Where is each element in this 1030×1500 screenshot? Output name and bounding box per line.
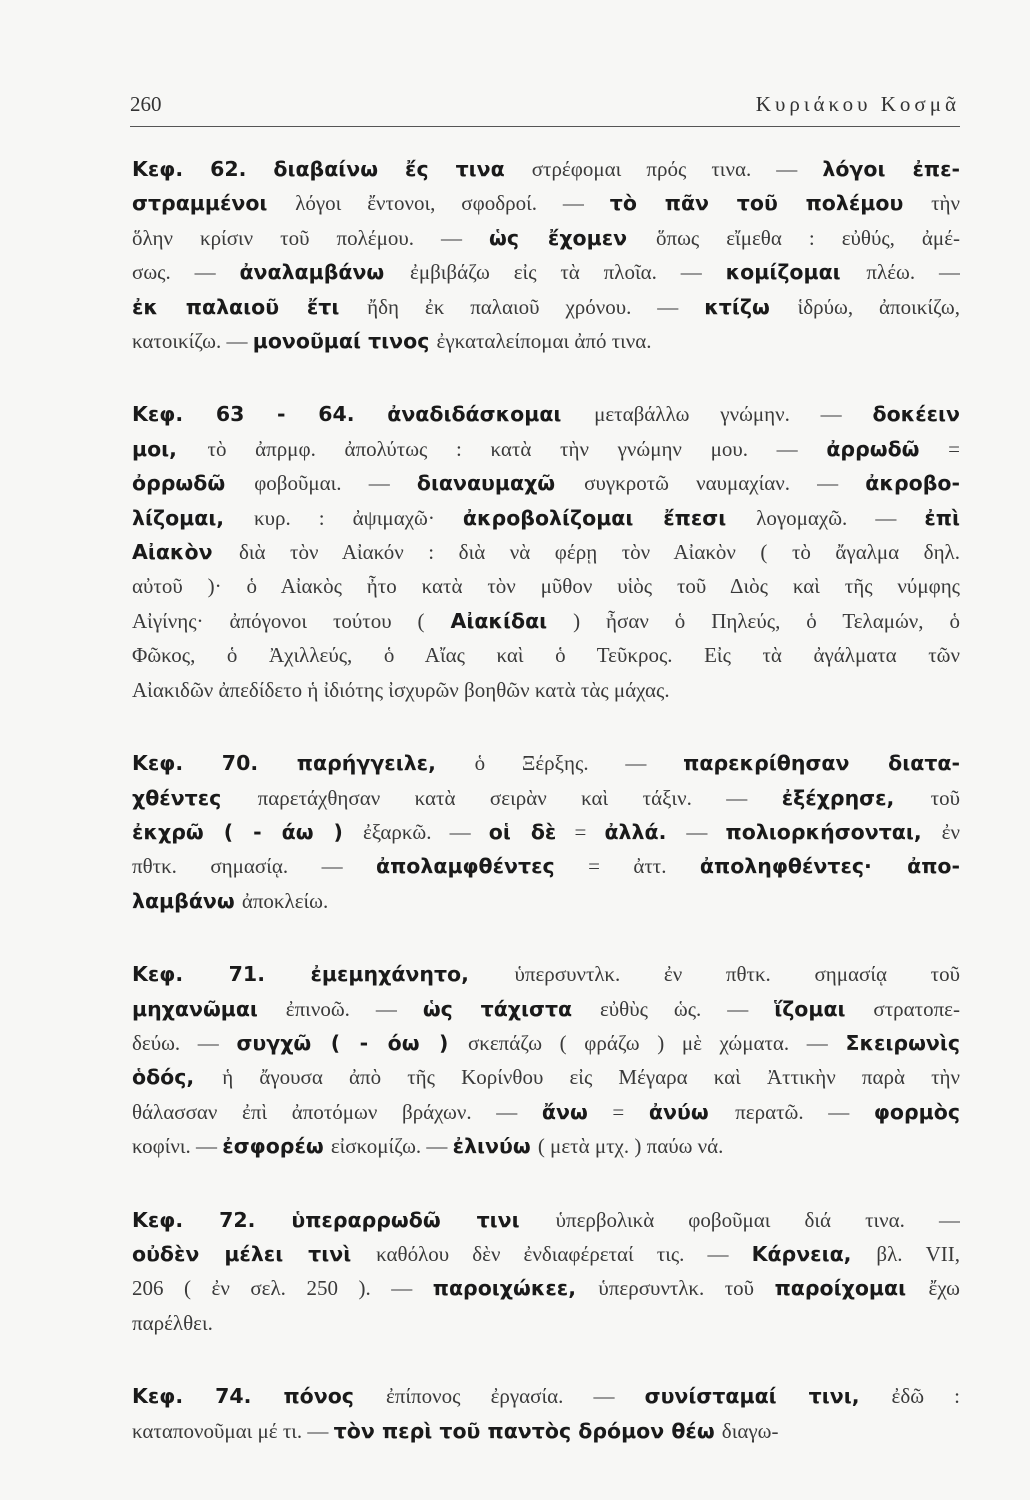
headword: ὡς τάχιστα [422,996,600,1021]
definition-text: = [919,436,960,461]
definition-text: = [556,819,605,844]
definition-text: ἡ ἄγουσα ἀπὸ τῆς Κορίνθου εἰς Μέγαρα καὶ Ἀττικὴν παρὰ τὴν [222,1065,960,1090]
text-line [132,1271,960,1305]
text-line [132,290,960,324]
definition-text: ) ἦσαν ὁ Πηλεύς, ὁ Τελαμών, ὁ [547,608,960,633]
headword: παροίχομαι [774,1276,929,1301]
definition-text: ὅλην κρίσιν τοῦ πολέμου. — [132,225,490,250]
definition-text: τὴν [931,191,960,216]
headword: ἐκ παλαιοῦ ἔτι [132,294,368,319]
headword: ἀκροβο- [865,471,960,496]
definition-text: ἀποκλείω. [241,888,329,913]
headword: κτίζω [704,294,798,319]
glossary-paragraph [132,957,960,1163]
definition-text: εἰσκομίζω. — [330,1134,453,1159]
definition-text: ἔχω [928,1276,960,1301]
definition-text: συγκροτῶ ναυμαχίαν. — [584,471,866,496]
definition-text: δεύω. — [132,1030,237,1055]
headword: ἐκχρῶ ( - άω ) [132,819,363,844]
definition-text: ἐξαρκῶ. — [362,819,489,844]
headword: Κεφ. 71. ἐμεμηχάνητο, [132,962,515,987]
headword: μοι, [132,436,208,461]
page-header [130,92,960,122]
headword: μονοῦμαί τινος [252,329,437,354]
text-line [132,221,960,255]
definition-text: ὑπερσυντλκ. ἐν πθτκ. σημασίᾳ τοῦ [514,962,960,987]
headword: παρεκρίθησαν διατα- [683,751,960,776]
headword: Κάρνεια, [751,1241,877,1266]
definition-text: τοῦ [930,785,960,810]
text-line [132,397,960,431]
headword: λαμβάνω [132,888,242,913]
text-line [132,1414,960,1448]
headword: παροιχώκεε, [432,1276,599,1301]
headword: στραμμένοι [132,191,296,216]
headword: ἀκροβολίζομαι ἔπεσι [462,505,757,530]
definition-text: πθτκ. σημασίᾳ. — [132,854,376,879]
running-title: Κυριάκου Κοσμᾶ [755,92,960,116]
headword: φορμὸς [873,1099,960,1124]
headword: Κεφ. 70. παρήγγειλε, [132,751,475,776]
headword: ἀρρωδῶ [826,436,920,461]
definition-text: μεταβάλλω γνώμην. — [594,402,873,427]
definition-text: ὅπως εἴμεθα : εὐθύς, ἀμέ- [655,225,960,250]
definition-text: σως. — [132,260,240,285]
headword: Σκειρωνὶς [845,1030,960,1055]
definition-text: περατῶ. — [735,1099,874,1124]
definition-text: διαγω- [721,1418,779,1443]
headword: κομίζομαι [725,260,867,285]
headword: συγχῶ ( - όω ) [236,1030,468,1055]
headword: μηχανῶμαι [132,996,286,1021]
definition-text: παρετάχθησαν κατὰ σειρὰν καὶ τάξιν. — [257,785,782,810]
glossary-paragraph [132,746,960,918]
text-line [132,1379,960,1413]
headword: οὐδὲν μέλει τινὶ [132,1241,377,1266]
definition-text: τὸ ἀπρμφ. ἀπολύτως : κατὰ τὴν γνώμην μου. — [207,436,827,461]
definition-text: ( μετὰ μτχ. ) παύω νά. [537,1134,724,1159]
headword: πολιορκήσονται, [725,819,942,844]
headword: λόγοι ἐπε- [822,157,960,181]
text-line [132,746,960,780]
headword: Κεφ. 72. ὑπεραρρωδῶ τινι [132,1207,556,1232]
headword: ἐλινύω [452,1134,538,1159]
definition-text: ἤδη ἐκ παλαιοῦ χρόνου. — [367,294,705,319]
header-rule [130,126,960,127]
headword: ἀνύω [648,1099,736,1124]
text-line [132,1129,960,1163]
page-body [132,152,960,1487]
definition-text: παρέλθει. [132,1310,213,1335]
text-line [132,535,960,569]
definition-text: ἐν [941,819,960,844]
text-line [132,957,960,991]
definition-text: ὑπερσυντλκ. τοῦ [598,1276,775,1301]
text-line [132,849,960,883]
headword: τὸ πᾶν τοῦ πολέμου [609,191,932,216]
headword: ἐπὶ [924,505,960,530]
headword: Κεφ. 63 - 64. ἀναδιδάσκομαι [132,402,595,427]
definition-text: στρατοπε- [873,996,960,1021]
headword: οἱ δὲ [488,819,557,844]
text-line [132,992,960,1026]
definition-text: στρέφομαι πρός τινα. — [531,157,823,181]
headword: χθέντες [132,785,258,810]
text-line [132,884,960,918]
definition-text: Φῶκος, ὁ Ἀχιλλεύς, ὁ Αἴας καὶ ὁ Τεῦκρος. Εἰς τὰ ἀγάλματα τῶν [132,643,960,668]
definition-text: ἱδρύω, ἀποικίζω, [797,294,960,319]
glossary-paragraph [132,397,960,707]
headword: ἵζομαι [774,996,874,1021]
headword: τὸν περὶ τοῦ παντὸς δρόμον θέω [333,1418,722,1443]
text-line [132,255,960,289]
definition-text: λόγοι ἔντονοι, σφοδροί. — [295,191,610,216]
definition-text: διὰ τὸν Αἰακόν : διὰ νὰ φέρῃ τὸν Αἰακὸν ( τὸ ἄγαλμα δηλ. [238,540,960,565]
text-line [132,1203,960,1237]
headword: ἄνω [541,1099,588,1124]
text-line [132,1026,960,1060]
definition-text: ἐμβιβάζω εἰς τὰ πλοῖα. — [410,260,726,285]
definition-text: κοφίνι. — [132,1134,223,1159]
headword: ὀρρωδῶ [132,471,255,496]
definition-text: ἐπίπονος ἐργασία. — [385,1384,645,1409]
definition-text: κυρ. : ἀψιμαχῶ· [254,505,463,530]
text-line [132,781,960,815]
glossary-paragraph [132,1203,960,1341]
definition-text: ὑπερβολικὰ φοβοῦμαι διά τινα. — [555,1207,960,1232]
headword: ἐσφορέω [222,1134,331,1159]
headword: ἀπολαμφθέντες [376,854,555,879]
text-line [132,1095,960,1129]
definition-text: βλ. VII, [876,1241,960,1266]
definition-text: ἐδῶ : [891,1384,960,1409]
definition-text: καταπονοῦμαι μέ τι. — [132,1418,334,1443]
headword: ὡς ἔχομεν [489,225,656,250]
definition-text: Αἰγίνης· ἀπόγονοι τούτου ( [132,608,451,633]
headword: συνίσταμαί τινι, [644,1384,892,1409]
definition-text: = [587,1099,649,1124]
definition-text: 206 ( ἐν σελ. 250 ). — [132,1276,433,1301]
definition-text: εὐθὺς ὡς. — [599,996,775,1021]
definition-text: θάλασσαν ἐπὶ ἀποτόμων βράχων. — [132,1099,542,1124]
text-line [132,432,960,466]
glossary-paragraph [132,1379,960,1448]
text-line [132,569,960,603]
definition-text: Αἰακιδῶν ἀπεδίδετο ἡ ἰδιότης ἰσχυρῶν βοηθῶν κατὰ τὰς μάχας. [132,677,670,702]
definition-text: = ἀττ. [554,854,700,879]
definition-text: φοβοῦμαι. — [254,471,417,496]
headword: ἐξέχρησε, [781,785,931,810]
page-number: 260 [130,92,162,116]
text-line [132,815,960,849]
headword: λίζομαι, [132,505,255,530]
headword: Κεφ. 74. πόνος [132,1384,386,1409]
glossary-paragraph [132,152,960,358]
text-line [132,324,960,358]
headword: ὁδός, [132,1065,223,1090]
headword: ἀλλά. [604,819,687,844]
headword: ἀποληφθέντες· ἀπο- [699,854,960,879]
text-line [132,152,960,186]
text-line [132,1060,960,1094]
definition-text: αὐτοῦ )· ὁ Αἰακὸς ἦτο κατὰ τὸν μῦθον υἱὸς τοῦ Διὸς καὶ τῆς νύμφης [132,574,960,599]
text-line [132,186,960,220]
definition-text: ἐγκαταλείπομαι ἀπό τινα. [436,329,652,354]
definition-text: λογομαχῶ. — [756,505,925,530]
definition-text: ἐπινοῶ. — [285,996,423,1021]
text-line [132,466,960,500]
definition-text: πλέω. — [866,260,960,285]
definition-text: σκεπάζω ( φράζω ) μὲ χώματα. — [467,1030,846,1055]
text-line [132,1306,960,1340]
definition-text: — [686,819,726,844]
headword: Κεφ. 62. διαβαίνω ἔς τινα [132,157,532,181]
headword: διαναυμαχῶ [416,471,585,496]
headword: ἀναλαμβάνω [239,260,410,285]
definition-text: καθόλου δὲν ἐνδιαφέρεταί τις. — [376,1241,752,1266]
definition-text: ὁ Ξέρξης. — [474,751,684,776]
text-line [132,638,960,672]
headword: Αἰακὸν [132,540,239,565]
headword: Αἰακίδαι [450,608,548,633]
text-line [132,1237,960,1271]
text-line [132,501,960,535]
definition-text: κατοικίζω. — [132,329,253,354]
text-line [132,604,960,638]
headword: δοκέειν [872,402,960,427]
text-line [132,673,960,707]
